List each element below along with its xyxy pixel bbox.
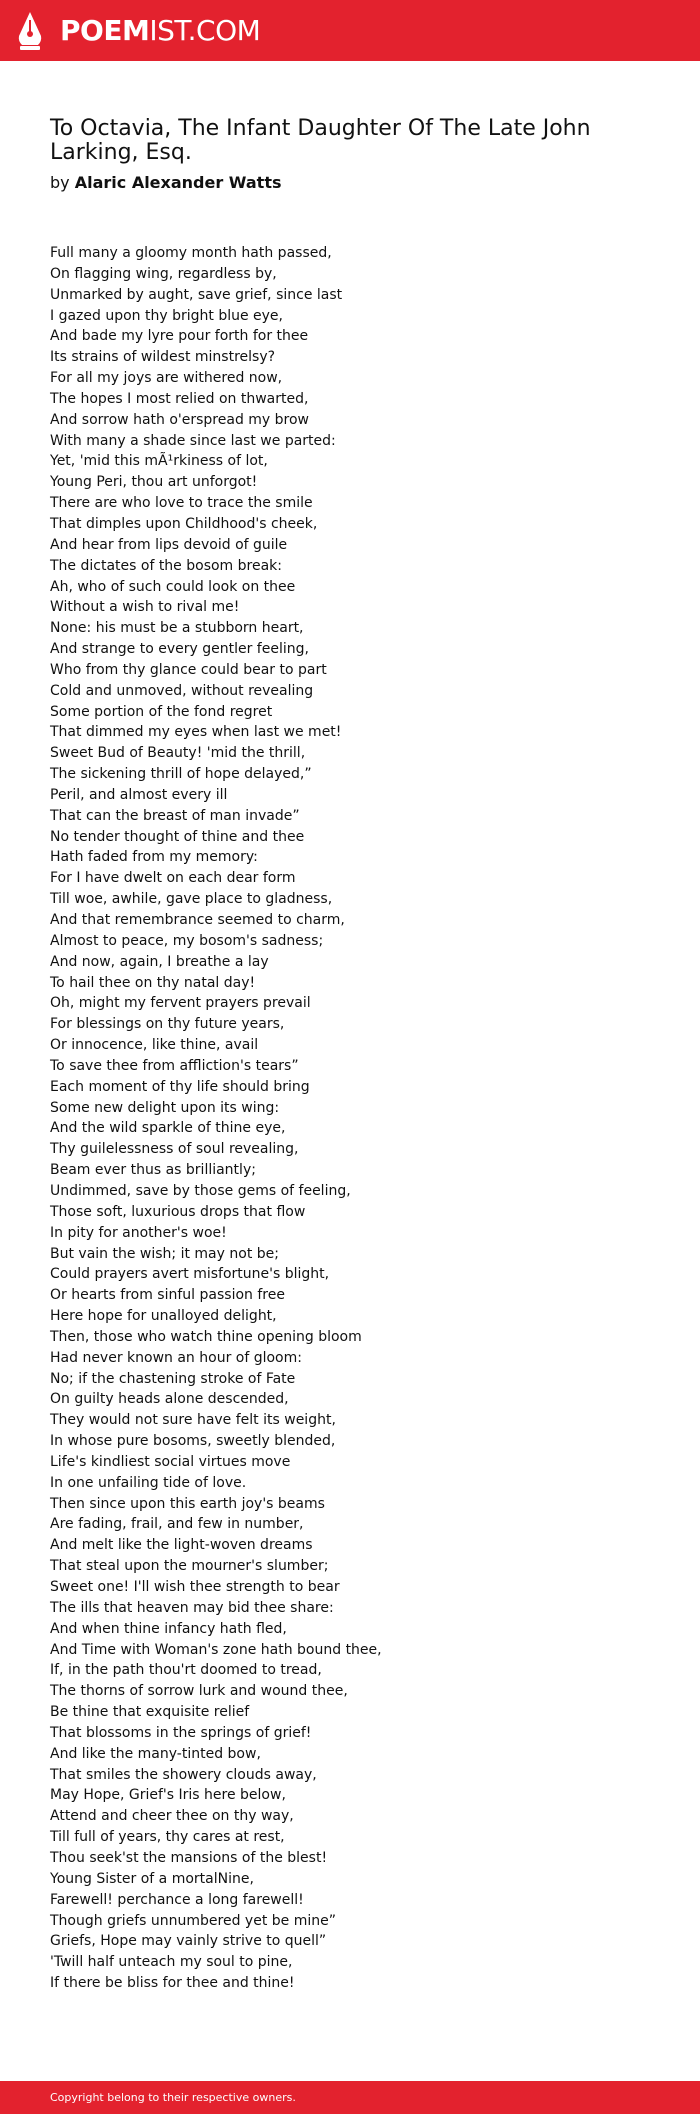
- poem-line: Or hearts from sinful passion free: [50, 1287, 285, 1304]
- poem-line: Life's kindliest social virtues move: [50, 1453, 291, 1470]
- poem-line: In pity for another's woe!: [50, 1224, 227, 1241]
- poem-line: Then, those who watch thine opening bloom: [50, 1328, 362, 1345]
- poem-line: Sweet Bud of Beauty! 'mid the thrill,: [50, 745, 306, 762]
- poem-line: Full many a gloomy month hath passed,: [50, 245, 332, 261]
- poem-line: Who from thy glance could bear to part: [50, 661, 327, 678]
- poem-line: Had never known an hour of gloom:: [50, 1349, 302, 1366]
- poem-line: Almost to peace, my bosom's sadness;: [50, 932, 324, 949]
- poem-body: [50, 243, 650, 1994]
- poem-line: Here hope for unalloyed delight,: [50, 1308, 277, 1325]
- poem-line: None: his must be a stubborn heart,: [50, 620, 304, 637]
- poem-line: Then since upon this earth joy's beams: [50, 1495, 325, 1512]
- poem-byline: [50, 171, 282, 195]
- poem-line: Some new delight upon its wing:: [50, 1099, 280, 1116]
- poem-line: There are who love to trace the smile: [50, 495, 313, 512]
- poem-line: Oh, might my fervent prayers prevail: [50, 995, 311, 1012]
- site-footer: [0, 2081, 700, 2114]
- poem-line: And now, again, I breathe a lay: [50, 953, 269, 970]
- poem-line: No tender thought of thine and thee: [50, 828, 305, 845]
- poem-line: Or innocence, like thine, avail: [50, 1037, 259, 1054]
- site-name-bold: POEM: [60, 14, 150, 47]
- copyright-text: Copyright belong to their respective owners.: [50, 2091, 296, 2104]
- poem-line: Its strains of wildest minstrelsy?: [50, 349, 276, 366]
- poem-line: That can the breast of man invade”: [50, 807, 300, 824]
- poem-line: To save thee from affliction's tears”: [50, 1057, 299, 1074]
- poem-line: For all my joys are withered now,: [50, 370, 283, 387]
- poem-line: Some portion of the fond regret: [50, 703, 273, 720]
- poem-line: On guilty heads alone descended,: [50, 1391, 289, 1408]
- poem-line: The sickening thrill of hope delayed,”: [50, 766, 312, 783]
- author-link[interactable]: Alaric Alexander Watts: [74, 173, 282, 192]
- poem-line: And like the many-tinted bow,: [50, 1745, 261, 1762]
- poem-line: The ills that heaven may bid thee share:: [50, 1599, 334, 1616]
- poem-line: And Time with Woman's zone hath bound thee,: [50, 1641, 382, 1658]
- poem-line: And bade my lyre pour forth for thee: [50, 328, 309, 345]
- poem-line: Farewell! perchance a long farewell!: [50, 1891, 304, 1908]
- poem-line: And sorrow hath o'erspread my brow: [50, 411, 309, 428]
- poem-line: Thy guilelessness of soul revealing,: [50, 1141, 299, 1158]
- poem-line: Without a wish to rival me!: [50, 599, 240, 616]
- poem-line: In one unfailing tide of love.: [50, 1474, 247, 1491]
- poem-line: Though griefs unnumbered yet be mine”: [50, 1912, 336, 1929]
- poem-line: Hath faded from my memory:: [50, 849, 258, 866]
- by-label: by: [50, 173, 70, 192]
- poem-line: Griefs, Hope may vainly strive to quell”: [50, 1933, 327, 1950]
- site-name: [60, 12, 260, 50]
- poem-line: Till woe, awhile, gave place to gladness,: [50, 891, 333, 908]
- poem-line: And when thine infancy hath fled,: [50, 1620, 287, 1637]
- poem-line: And the wild sparkle of thine eye,: [50, 1120, 286, 1137]
- poem-line: That steal upon the mourner's slumber;: [50, 1558, 329, 1575]
- poem-line: Undimmed, save by those gems of feeling,: [50, 1182, 351, 1199]
- poem-line: That smiles the showery clouds away,: [50, 1766, 317, 1783]
- poem-line: They would not sure have felt its weight,: [50, 1412, 336, 1429]
- poem-line: Thou seek'st the mansions of the blest!: [50, 1849, 328, 1866]
- poem-line: If there be bliss for thee and thine!: [50, 1975, 295, 1992]
- poem-line: And that remembrance seemed to charm,: [50, 912, 345, 928]
- pen-nib-icon: [16, 12, 44, 50]
- poem-line: And hear from lips devoid of guile: [50, 536, 288, 553]
- poem-line: Beam ever thus as brilliantly;: [50, 1162, 256, 1179]
- poem-line: And strange to every gentler feeling,: [50, 641, 309, 658]
- poem-line: The hopes I most relied on thwarted,: [50, 390, 309, 407]
- poem-line: The dictates of the bosom break:: [50, 557, 282, 574]
- poem-line: That blossoms in the springs of grief!: [50, 1724, 312, 1741]
- site-logo-link[interactable]: [16, 12, 260, 50]
- site-name-light: IST.COM: [149, 14, 261, 47]
- poem-line: Till full of years, thy cares at rest,: [50, 1829, 285, 1846]
- poem-line: But vain the wish; it may not be;: [50, 1245, 279, 1262]
- site-header: [0, 0, 700, 61]
- poem-title: To Octavia, The Infant Daughter Of The Late John Larking, Esq.: [50, 116, 591, 165]
- poem-line: May Hope, Grief's Iris here below,: [50, 1787, 286, 1804]
- poem-line: Ah, who of such could look on thee: [50, 578, 296, 595]
- poem-line: In whose pure bosoms, sweetly blended,: [50, 1433, 336, 1450]
- poem-line: Be thine that exquisite relief: [50, 1704, 250, 1721]
- poem-line: Young Sister of a mortalNine,: [50, 1870, 254, 1887]
- poem-line: With many a shade since last we parted:: [50, 432, 336, 449]
- poem-line: On flagging wing, regardless by,: [50, 265, 277, 282]
- poem-line: Sweet one! I'll wish thee strength to bear: [50, 1579, 340, 1595]
- poem-line: Peril, and almost every ill: [50, 786, 228, 803]
- poem-line: Young Peri, thou art unforgot!: [50, 474, 258, 491]
- poem-line: Are fading, frail, and few in number,: [50, 1516, 304, 1533]
- poem-line: The thorns of sorrow lurk and wound thee,: [50, 1683, 348, 1700]
- poem-line: To hail thee on thy natal day!: [50, 974, 256, 991]
- poem-line: Those soft, luxurious drops that flow: [50, 1203, 306, 1220]
- poem-line: Yet, 'mid this mÃ¹rkiness of lot,: [50, 453, 268, 470]
- poem-line: If, in the path thou'rt doomed to tread,: [50, 1662, 322, 1679]
- poem-line: 'Twill half unteach my soul to pine,: [50, 1954, 293, 1971]
- poem-line: Attend and cheer thee on thy way,: [50, 1808, 294, 1825]
- poem-line: Each moment of thy life should bring: [50, 1078, 310, 1095]
- poem-line: For I have dwelt on each dear form: [50, 870, 296, 887]
- poem-line: For blessings on thy future years,: [50, 1016, 285, 1033]
- poem-line: Could prayers avert misfortune's blight,: [50, 1266, 330, 1283]
- poem-line: No; if the chastening stroke of Fate: [50, 1370, 296, 1387]
- poem-line: I gazed upon thy bright blue eye,: [50, 307, 283, 324]
- poem-line: Cold and unmoved, without revealing: [50, 682, 314, 699]
- poem-line: And melt like the light-woven dreams: [50, 1537, 313, 1554]
- poem-line: That dimmed my eyes when last we met!: [50, 724, 342, 741]
- poem-line: That dimples upon Childhood's cheek,: [50, 515, 318, 532]
- poem-line: Unmarked by aught, save grief, since last: [50, 286, 343, 303]
